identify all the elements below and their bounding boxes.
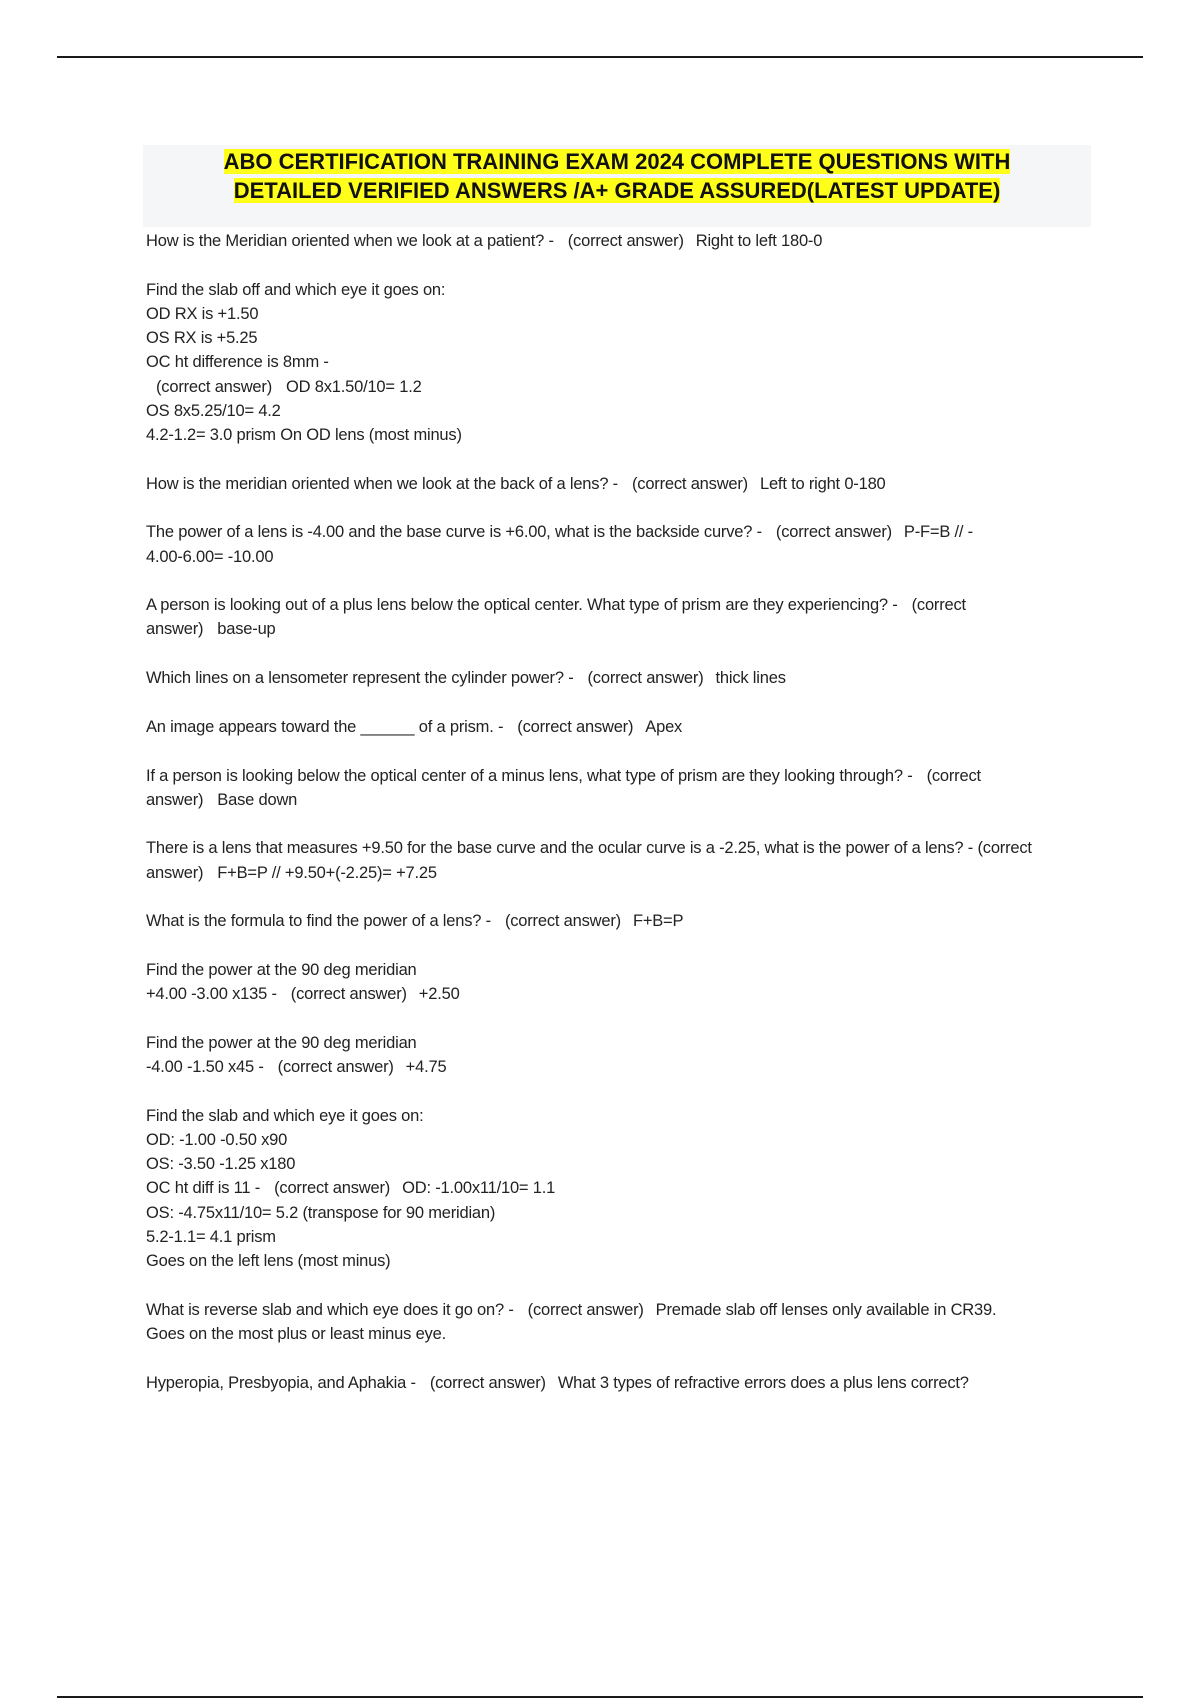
- question-text: What is reverse slab and which eye does it go on? -: [146, 1300, 514, 1319]
- question-text: There is a lens that measures +9.50 for the base curve and the ocular curve is a -2.25, what is the power of a lens? -: [146, 839, 974, 858]
- answer-text: base-up: [217, 620, 276, 639]
- qa-item: [146, 1298, 1101, 1346]
- question-line: OC ht difference is 8mm -: [146, 353, 329, 372]
- correct-answer-marker: (correct answer): [504, 912, 621, 931]
- answer-text: F+B=P // +9.50+(-2.25)= +7.25: [217, 863, 437, 882]
- correct-answer-marker: (correct answer): [775, 523, 892, 542]
- correct-answer-marker: (correct answer): [146, 839, 1037, 882]
- title-line-1: ABO CERTIFICATION TRAINING EXAM 2024 COMPLETE QUESTIONS WITH: [223, 149, 1011, 174]
- correct-answer-marker: (correct answer): [517, 717, 634, 736]
- answer-text: P-F=B // -: [903, 523, 973, 542]
- correct-answer-marker: (correct answer): [567, 232, 684, 250]
- qa-item: [146, 229, 1101, 253]
- qa-item: [146, 593, 1101, 641]
- question-text: How is the meridian oriented when we look at the back of a lens? -: [146, 474, 618, 493]
- answer-text: Base down: [217, 790, 298, 809]
- answer-text: thick lines: [715, 669, 786, 688]
- question-text: Which lines on a lensometer represent the cylinder power? -: [146, 669, 574, 688]
- correct-answer-marker: (correct answer): [274, 1179, 391, 1198]
- correct-answer-marker: (correct answer): [277, 1058, 394, 1077]
- qa-item: [146, 278, 1101, 447]
- question-line: OD RX is +1.50: [146, 304, 259, 323]
- answer-line: 4.2-1.2= 3.0 prism On OD lens (most minus): [146, 425, 462, 444]
- question-line: Find the power at the 90 deg meridian: [146, 1033, 417, 1052]
- answer-text: Apex: [645, 717, 683, 736]
- bottom-rule: [57, 1696, 1143, 1698]
- question-text: How is the Meridian oriented when we look at a patient? -: [146, 232, 554, 250]
- correct-answer-marker: (correct answer): [156, 377, 272, 396]
- question-line: OC ht diff is 11 -: [146, 1179, 261, 1198]
- correct-answer-marker: (correct: [911, 596, 966, 615]
- qa-item: [146, 666, 1101, 690]
- question-line: OS RX is +5.25: [146, 329, 258, 348]
- answer-line: OS: -4.75x11/10= 5.2 (transpose for 90 meridian): [146, 1203, 496, 1222]
- answer-text: Right to left 180-0: [695, 232, 823, 250]
- question-line: OD: -1.00 -0.50 x90: [146, 1131, 288, 1150]
- question-text: An image appears toward the ______ of a prism. -: [146, 717, 504, 736]
- qa-item: [146, 836, 1101, 884]
- title-line-2: DETAILED VERIFIED ANSWERS /A+ GRADE ASSURED(LATEST UPDATE): [233, 178, 1001, 203]
- qa-item: [146, 958, 1101, 1006]
- answer-text: OD: -1.00x11/10= 1.1: [402, 1179, 556, 1198]
- qa-content: [146, 229, 1101, 1419]
- qa-item: [146, 1104, 1101, 1273]
- top-rule: [57, 56, 1143, 58]
- answer-line: OS 8x5.25/10= 4.2: [146, 401, 281, 420]
- answer-text: Left to right 0-180: [759, 474, 886, 493]
- qa-item: [146, 472, 1101, 496]
- question-text: If a person is looking below the optical center of a minus lens, what type of prism are they looking through? -: [146, 766, 913, 785]
- question-line: +4.00 -3.00 x135 -: [146, 985, 277, 1004]
- correct-answer-marker-cont: answer): [146, 790, 204, 809]
- question-line: -4.00 -1.50 x45 -: [146, 1058, 264, 1077]
- correct-answer-marker: (correct answer): [587, 669, 704, 688]
- correct-answer-marker: (correct answer): [429, 1373, 546, 1392]
- question-line: Find the slab off and which eye it goes on:: [146, 280, 446, 299]
- correct-answer-marker: (correct answer): [527, 1300, 644, 1319]
- answer-text: What 3 types of refractive errors does a plus lens correct?: [557, 1373, 969, 1392]
- answer-text: +4.75: [405, 1058, 447, 1077]
- qa-item: [146, 1031, 1101, 1079]
- correct-answer-marker: (correct answer): [631, 474, 748, 493]
- question-line: OS: -3.50 -1.25 x180: [146, 1155, 296, 1174]
- document-title: [143, 147, 1091, 205]
- answer-line: 5.2-1.1= 4.1 prism: [146, 1227, 276, 1246]
- answer-text: +2.50: [418, 985, 460, 1004]
- question-text: The power of a lens is -4.00 and the base curve is +6.00, what is the backside curve? -: [146, 523, 762, 542]
- correct-answer-marker: (correct answer): [290, 985, 407, 1004]
- answer-text: Premade slab off lenses only available in CR39.: [655, 1300, 997, 1319]
- question-text: Hyperopia, Presbyopia, and Aphakia -: [146, 1373, 416, 1392]
- answer-line: Goes on the most plus or least minus eye.: [146, 1325, 446, 1343]
- question-line: Find the power at the 90 deg meridian: [146, 961, 417, 980]
- qa-item: [146, 764, 1101, 812]
- question-text: What is the formula to find the power of a lens? -: [146, 912, 491, 931]
- correct-answer-marker: (correct: [926, 766, 981, 785]
- question-line: Find the slab and which eye it goes on:: [146, 1106, 424, 1125]
- qa-item: [146, 909, 1101, 933]
- qa-item: [146, 715, 1101, 739]
- qa-item: [146, 1371, 1101, 1395]
- qa-item: [146, 520, 1101, 568]
- answer-text: F+B=P: [632, 912, 684, 931]
- answer-text: OD 8x1.50/10= 1.2: [286, 377, 422, 396]
- answer-line: 4.00-6.00= -10.00: [146, 547, 274, 566]
- correct-answer-marker-cont: answer): [146, 620, 204, 639]
- question-text: A person is looking out of a plus lens below the optical center. What type of prism are they experiencing? -: [146, 596, 898, 615]
- answer-line: Goes on the left lens (most minus): [146, 1252, 391, 1271]
